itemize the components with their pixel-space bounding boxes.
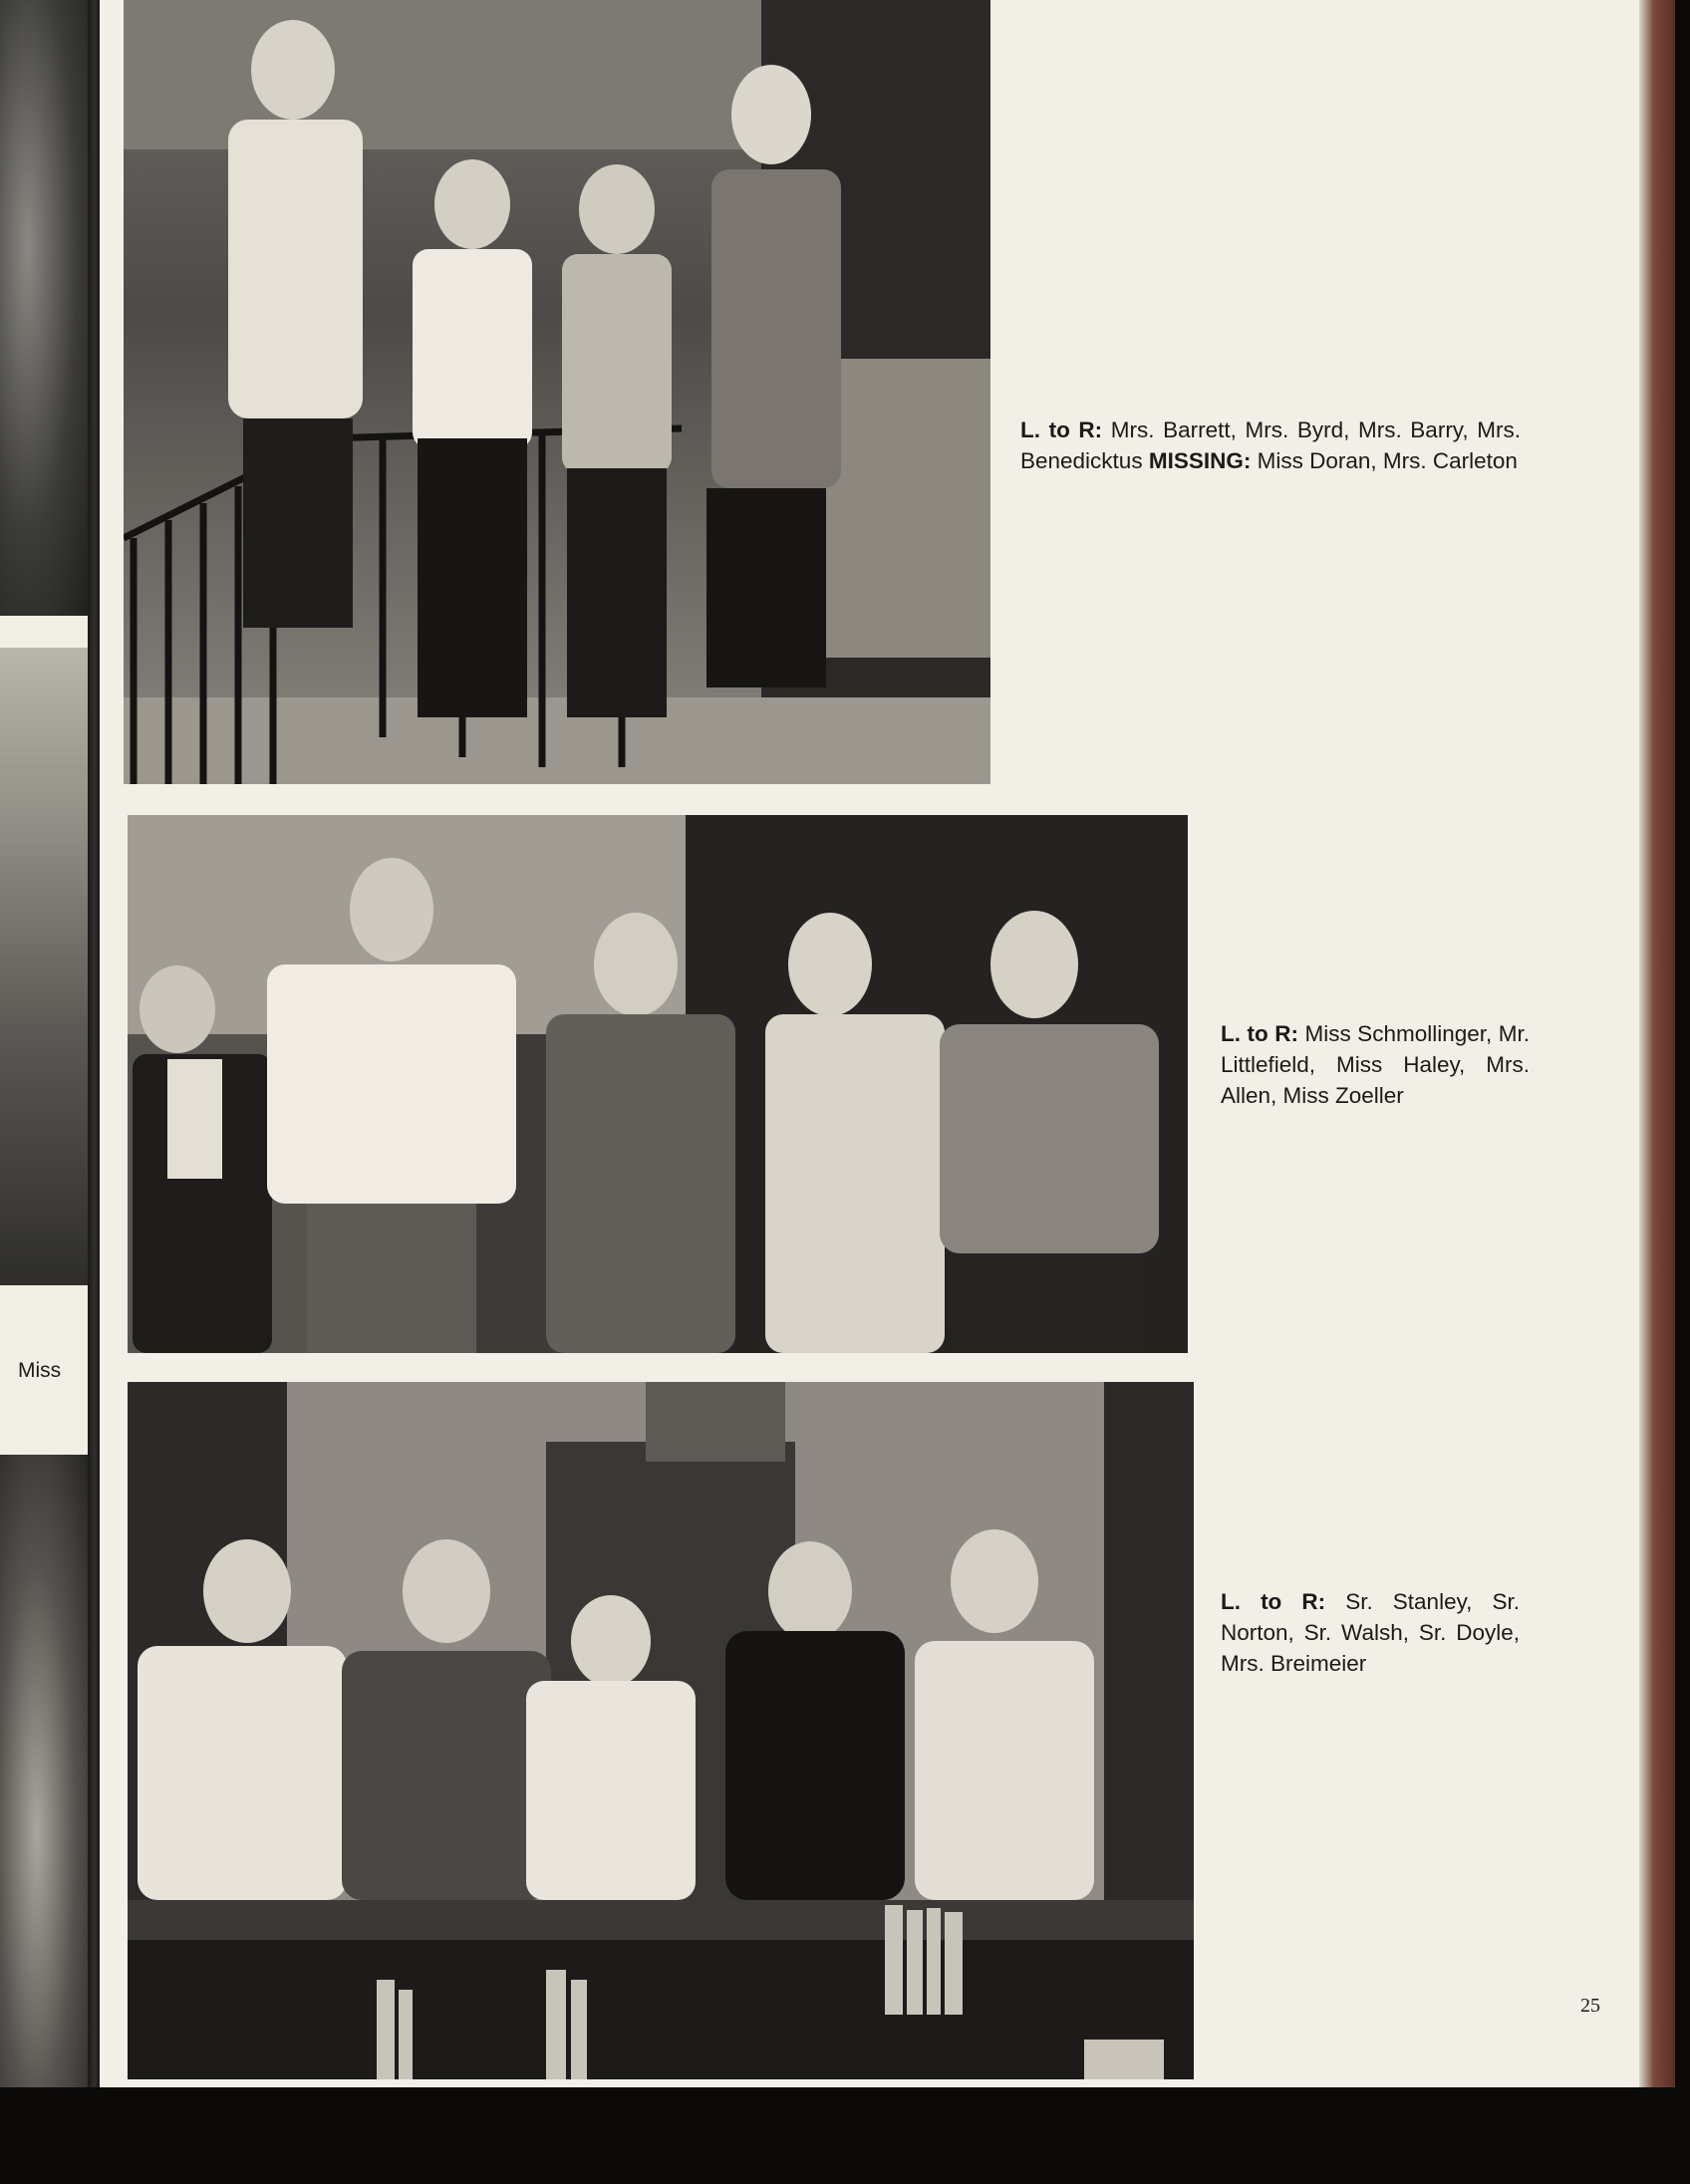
page-edge (1639, 0, 1675, 2087)
yearbook-page (100, 0, 1639, 2087)
caption-names: Miss Schmollinger, Mr. Littlefield, Miss Haley, Mrs. Allen, Miss Zoeller (1221, 1021, 1530, 1108)
previous-page-photo (0, 1455, 92, 2087)
previous-page-photo (0, 0, 92, 616)
caption-lead: L. to R: (1020, 417, 1103, 442)
caption-missing-names: Miss Doran, Mrs. Carleton (1257, 448, 1518, 473)
caption-names: Mrs. Barrett, Mrs. Byrd, Mrs. Barry, Mrs. Benedicktus (1020, 417, 1521, 473)
photo-1-caption (1020, 414, 1521, 476)
photo-3-caption (1221, 1586, 1520, 1679)
caption-names: Sr. Stanley, Sr. Norton, Sr. Walsh, Sr. Doyle, Mrs. Breimeier (1221, 1589, 1520, 1676)
faculty-group-photo-1 (124, 0, 990, 784)
previous-page-photo (0, 648, 92, 1285)
faculty-group-photo-2 (128, 815, 1188, 1353)
caption-missing-label: MISSING: (1148, 448, 1252, 473)
caption-lead: L. to R: (1221, 1021, 1298, 1046)
faculty-group-photo-3 (128, 1382, 1194, 2079)
page-number: 25 (1580, 1995, 1600, 2017)
previous-page-edge (0, 0, 92, 2087)
scan-background (0, 2087, 1690, 2184)
previous-page-caption-fragment: Miss (18, 1359, 62, 1382)
caption-lead: L. to R: (1221, 1589, 1326, 1614)
photo-2-caption (1221, 1018, 1530, 1111)
